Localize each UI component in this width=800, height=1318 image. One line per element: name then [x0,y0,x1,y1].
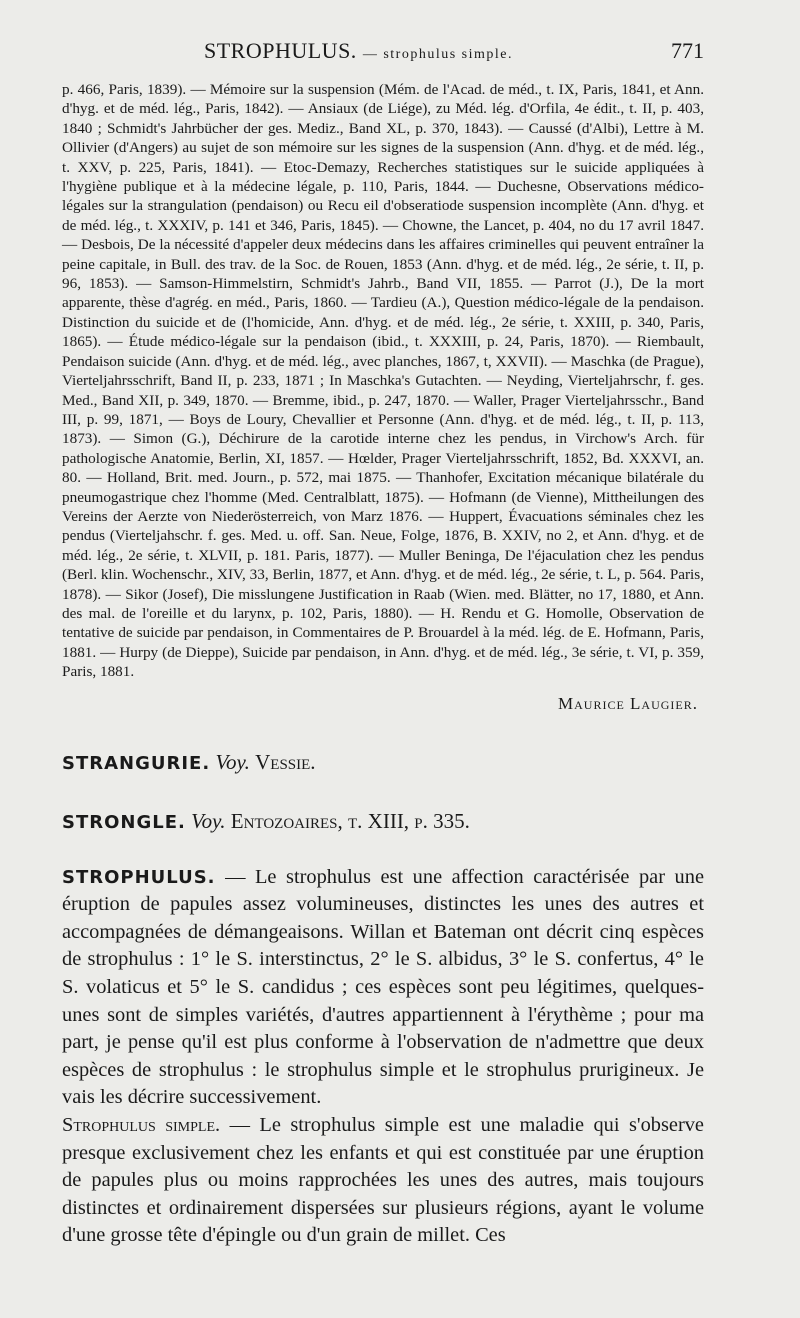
article-headword: STROPHULUS. [62,866,216,888]
article-strophulus [62,864,704,1250]
crossref-voy: Voy. [191,808,226,833]
crossref-term: STRONGLE. [62,811,186,833]
article-paragraph-1-text: — Le strophulus est une affection caractérisée par une éruption de papules assez volumineuses, distinctes les unes des autres et accompagnées de démangeaisons. Willan et Bateman ont décrit cinq espèces de strophulus : 1° le S. interstinctus, 2° le S. albidus, 3° le S. confertus, 4° le S. volaticus et 5° le S. candidus ; ces espèces sont peu légitimes, quelques-unes sont de simples variétés, d'autres appartiennent à l'érythème ; pour ma part, je pense qu'il est plus conforme à l'observation de n'admettre que deux espèces de strophulus : le strophulus simple et le strophulus prurigineux. Je vais les décrire successivement. [62,865,704,1109]
crossref-term: STRANGURIE. [62,752,211,774]
author-signature: Maurice Laugier. [558,693,698,713]
crossref-target: Entozoaires, t. XIII, p. 335. [230,808,470,833]
page-header [62,38,704,78]
bibliography-block [62,80,704,682]
running-title [204,38,513,64]
article-paragraph-2-text: — Le strophulus simple est une maladie qui s'observe presque exclusivement chez les enfants et qui est constituée par une éruption de papules plus ou moins rapprochées les unes des autres, mais toujours distinctes et ordinairement dispersées sur plusieurs régions, ayant le volume d'une grosse tête d'épingle ou d'un grain de millet. Ces [62,1113,704,1247]
crossref-voy: Voy. [215,749,250,774]
crossref-strongle [62,809,704,834]
crossref-strangurie [62,750,704,775]
page-number: 771 [671,38,704,63]
section-subheading: Strophulus simple. [62,1113,221,1136]
bibliography-text: p. 466, Paris, 1839). — Mémoire sur la suspension (Mém. de l'Acad. de méd., t. IX, Paris, 1841, et Ann. d'hyg. et de méd. lég., Paris, 1842). — Ansiaux (de Liége), zu Méd. lég. d'Orfila, 4e édit., t. II, p. 403, 1840 ; Schmidt's Jahrbücher der ges. Mediz., Band XL, p. 370, 1843). — Caussé (d'Albi), Lettre à M. Ollivier (d'Angers) au sujet de son mémoire sur les signes de la suspension (Ann. d'hyg. et de méd. lég., t. XXV, p. 225, Paris, 1841). — Etoc-Demazy, Recherches statistiques sur le suicide appliquées à l'hygiène publique et à la médecine légale, p. 110, Paris, 1844. — Duchesne, Observations médico-légales sur la strangulation (pendaison) ou Recu eil d'obseratiode suspension incomplète (Ann. d'hyg. et de méd. lég., t. XXXIV, p. 141 et 346, Paris, 1845). — Chowne, the Lancet, p. 404, no du 17 avril 1847. — Desbois, De la nécessité d'appeler deux médecins dans les affaires criminelles qui peuvent entraîner la peine capitale, in Bull. des trav. de la Soc. de Rouen, 1853 (Ann. d'hyg. et de méd. lég., 2e série, t. II, p. 96, 1853). — Samson-Himmelstirn, Schmidt's Jahrb., Band VII, 1855. — Parrot (J.), De la mort apparente, thèse d'agrég. en méd., Paris, 1860. — Tardieu (A.), Question médico-légale de la pendaison. Distinction du suicide et de (l'homicide, Ann. d'hyg. et de méd. lég., 2e série, t. XXIII, p. 340, Paris, 1865). — Étude médico-légale sur la pendaison (ibid., t. XXXIII, p. 24, Paris, 1870). — Riembault, Pendaison suicide (Ann. d'hyg. et de méd. lég., avec planches, 1867, t, XXVII). — Maschka (de Prague), Vierteljahrsschrift, Band II, p. 233, 1871 ; In Maschka's Gutachten. — Neyding, Vierteljahrschr, f. ges. Med., Band XII, p. 349, 1870. — Bremme, ibid., p. 247, 1870. — Waller, Prager Vierteljahrsschr., Band III, p. 99, 1871, — Boys de Loury, Chevallier et Personne (Ann. d'hyg. et de méd. lég., t. II, p. 113, 1873). — Simon (G.), Déchirure de la carotide interne chez les pendus, in Virchow's Arch. für pathologische Anatomie, Berlin, XI, 1857. — Hœlder, Prager Vierteljahrsschrift, 1852, Bd. XXXVI, an. 80. — Holland, Brit. med. Journ., p. 572, mai 1875. — Thanhofer, Excitation mécanique bilatérale du pneumogastrique chez l'homme (Med. Centralblatt, 1875). — Hofmann (de Vienne), Mittheilungen des Vereins der Aerzte von Niederösterreich, von Marz 1876. — Huppert, Évacuations séminales chez les pendus (Vierteljahschr. f. ges. Med. u. off. San. Neue, Folge, 1876, B. XXIV, no 2, et Ann. d'hyg. et de méd. lég., 2e série, t. XLVII, p. 181. Paris, 1877). — Muller Beninga, De l'éjaculation chez les pendus (Berl. klin. Wochenschr., XIV, 33, Berlin, 1877, et Ann. d'hyg. et de méd. lég., 2e série, t. L, p. 564. Paris, 1878). — Sikor (Josef), Die misslungene Justification in Raab (Wien. med. Blätter, no 17, 1880, et Ann. des mal. de l'oreille et du larynx, p. 102, Paris, 1880). — H. Rendu et G. Homolle, Observation de tentative de suicide par pendaison, in Commentaires de P. Brouardel à la méd. lég. de E. Hofmann, Paris, 1881. — Hurpy (de Dieppe), Suicide par pendaison, in Ann. d'hyg. et de méd. lég., 3e série, t. VI, p. 359, Paris, 1881. [62,81,704,681]
article-paragraph-1 [62,864,704,1112]
running-title-main: STROPHULUS. [204,38,357,63]
running-title-sub: — strophulus simple. [362,47,513,62]
article-paragraph-2 [62,1112,704,1250]
crossref-target: Vessie. [255,749,316,774]
